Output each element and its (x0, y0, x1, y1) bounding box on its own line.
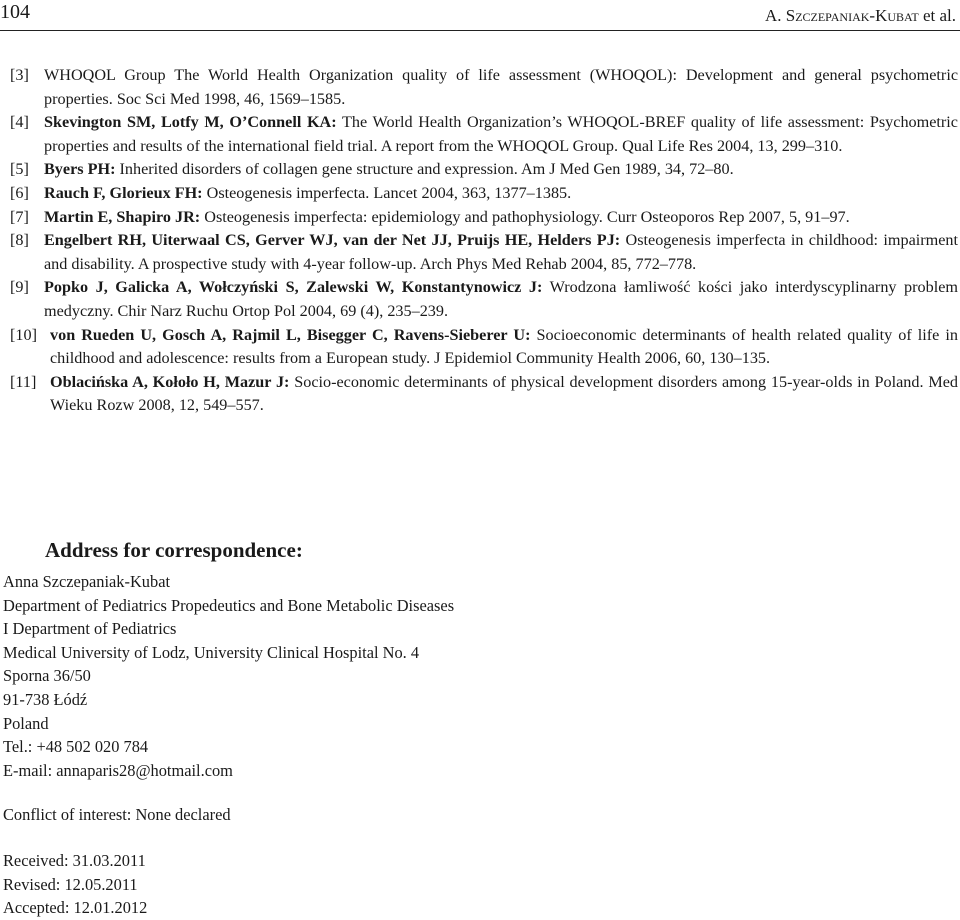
reference-item (10, 371, 958, 418)
reference-list (10, 64, 958, 418)
reference-item (10, 111, 958, 158)
reference-number: [5] (10, 160, 29, 179)
address-institution: Medical University of Lodz, University Clinical Hospital No. 4 (3, 642, 420, 662)
address-name: Anna Szczepaniak-Kubat (3, 572, 171, 591)
running-head-author: Szczepaniak-Kubat (785, 6, 919, 25)
address-street: Sporna 36/50 (3, 666, 91, 686)
page-number: 104 (0, 1, 30, 23)
address-department: Department of Pediatrics Propedeutics and Bone Metabolic Diseases (3, 595, 455, 615)
reference-authors: Engelbert RH, Uiterwaal CS, Gerver WJ, van der Net JJ, Pruijs HE, Helders PJ: (44, 231, 621, 250)
reference-text: The World Health Organization’s WHOQOL-BREF quality of life assessment: Psychometric properties and results of the international field trial. A report from the WHOQOL Group. Qual Life Res 2004, 13, 299–310. (44, 113, 958, 155)
reference-item (10, 206, 958, 230)
address-phone: Tel.: +48 502 020 784 (3, 737, 149, 757)
running-head (765, 5, 956, 27)
address-heading: Address for correspondence: (45, 538, 303, 562)
reference-text: Wrodzona łamliwość kości jako interdyscyplinarny problem medyczny. Chir Narz Ruchu Ortop Pol 2004, 69 (4), 235–239. (44, 278, 958, 320)
reference-item (10, 158, 958, 182)
header-rule (0, 30, 960, 31)
reference-item (10, 182, 958, 206)
reference-number: [9] (10, 278, 29, 297)
running-head-initial: A. (764, 6, 782, 25)
address-email: E-mail: annaparis28@hotmail.com (3, 760, 233, 780)
submission-dates (3, 849, 147, 920)
reference-authors: von Rueden U, Gosch A, Rajmil L, Bisegger C, Ravens-Sieberer U: (50, 325, 531, 344)
address-department-2: I Department of Pediatrics (3, 619, 177, 639)
address-postal-city: 91-738 Łódź (3, 689, 88, 709)
reference-number: [10] (10, 325, 37, 344)
reference-authors: Rauch F, Glorieux FH: (44, 183, 203, 202)
reference-text: Socio-economic determinants of physical development disorders among 15-year-olds in Poland. Med Wieku Rozw 2008, 12, 549–557. (50, 372, 958, 415)
reference-text: Osteogenesis imperfecta: epidemiology and pathophysiology. Curr Osteoporos Rep 2007, 5, 91–97. (204, 207, 850, 226)
page-header (0, 0, 960, 34)
reference-text: WHOQOL Group The World Health Organization quality of life assessment (WHOQOL): Development and general psychometric properties. Soc Sci Med 1998, 46, 1569–1585. (44, 66, 958, 108)
reference-item (10, 64, 958, 111)
reference-text: Osteogenesis imperfecta in childhood: impairment and disability. A prospective study with 4-year follow-up. Arch Phys Med Rehab 2004, 85, 772–778. (44, 231, 959, 273)
accepted-date: Accepted: 12.01.2012 (3, 898, 148, 918)
reference-number: [3] (10, 66, 29, 84)
reference-authors: Skevington SM, Lotfy M, O’Connell KA: (44, 113, 337, 132)
reference-authors: Oblacińska A, Kołoło H, Mazur J: (50, 372, 290, 391)
received-date: Received: 31.03.2011 (3, 851, 146, 870)
reference-text: Osteogenesis imperfecta. Lancet 2004, 363, 1377–1385. (206, 183, 572, 202)
reference-number: [6] (10, 183, 29, 202)
reference-number: [4] (10, 113, 29, 132)
reference-text: Socioeconomic determinants of health related quality of life in childhood and adolescence: results from a European study. J Epidemiol Community Health 2006, 60, 130–135. (50, 325, 959, 368)
reference-number: [8] (10, 231, 29, 250)
address-country: Poland (3, 713, 49, 733)
reference-number: [11] (10, 372, 37, 391)
correspondence-address (3, 570, 454, 782)
reference-authors: Byers PH: (44, 160, 116, 179)
reference-number: [7] (10, 207, 29, 226)
conflict-of-interest: Conflict of interest: None declared (3, 805, 231, 824)
reference-text: Inherited disorders of collagen gene structure and expression. Am J Med Gen 1989, 34, 72–80. (119, 160, 734, 179)
reference-authors: Martin E, Shapiro JR: (44, 207, 201, 226)
reference-authors: Popko J, Galicka A, Wołczyński S, Zalewski W, Konstantynowicz J: (44, 278, 543, 297)
reference-item (10, 229, 958, 276)
revised-date: Revised: 12.05.2011 (3, 874, 138, 894)
reference-item (10, 276, 958, 323)
reference-item (10, 324, 958, 371)
running-head-suffix: et al. (922, 6, 956, 25)
